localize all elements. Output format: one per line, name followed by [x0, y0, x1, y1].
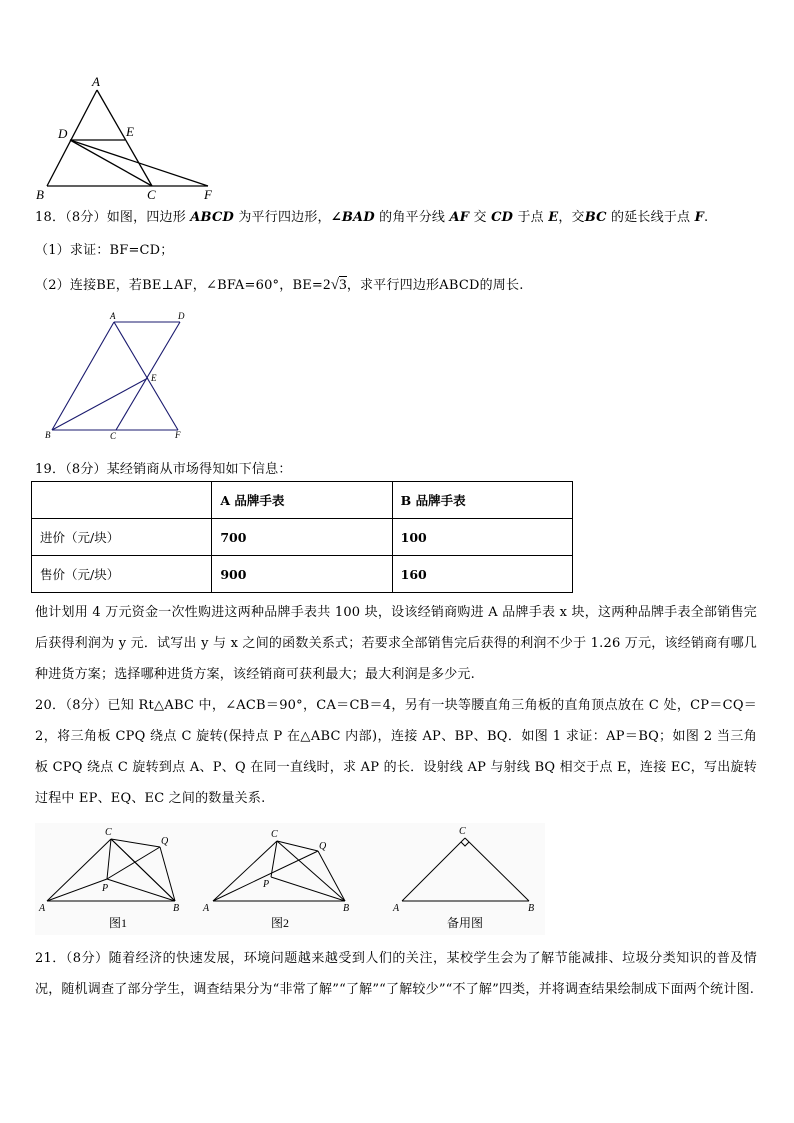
table-row — [32, 519, 573, 556]
fig3-label-b: B — [528, 903, 535, 914]
fig1-label-a: A — [39, 903, 46, 914]
segment-af — [114, 322, 178, 430]
price-table — [31, 481, 573, 593]
q21-number: 21．（8分） — [35, 951, 109, 966]
table-cell: 售价（元/块） — [32, 556, 212, 593]
fig2-label-a: A — [203, 903, 210, 914]
q18-number: 18．（8分） — [35, 210, 107, 225]
label-b: B — [45, 430, 51, 440]
label-e: E — [151, 373, 157, 383]
table-cell: 160 — [392, 556, 572, 593]
table-header-cell: A 品牌手表 — [212, 482, 392, 519]
table-header-cell: B 品牌手表 — [392, 482, 572, 519]
q18-text: 如图，四边形 — [106, 210, 186, 225]
fig2-label-c: C — [271, 829, 278, 840]
fig2-label-p: P — [263, 879, 270, 890]
label-c: C — [110, 431, 117, 441]
label-f: F — [204, 187, 212, 202]
fig1-label-q: Q — [161, 836, 169, 847]
segment-ac — [97, 90, 152, 186]
sqrt-coefficient: 2 — [323, 277, 331, 293]
q18-text: 于点 — [513, 210, 544, 225]
table-header-cell — [32, 482, 212, 519]
table-cell: 100 — [392, 519, 572, 556]
q18-part2 — [35, 274, 524, 294]
label-b: B — [36, 187, 44, 202]
segment-dc — [116, 322, 180, 430]
sqrt-symbol: √ — [330, 277, 340, 293]
sqrt-expression — [323, 276, 347, 293]
q18-text: 的延长线于点 — [606, 210, 691, 225]
label-c: C — [147, 187, 156, 202]
figure-q20 — [35, 823, 545, 935]
q19-intro — [35, 458, 292, 477]
q19-text: 他计划用 4 万元资金一次性购进这两种品牌手表共 100 块，设该经销商购进 A 品牌手表 x 块，这两种品牌手表全部销售完后获得利润为 y 元．试写出 y 与 x 之间的函数关系式；若要求全部销售完后获得的利润不少于 1.26 万元，该经销商有哪几种进货方案；选择哪种进货方案，该经销商可获利最大；最大利润是多少元. — [35, 605, 757, 682]
q20-number: 20．（8分） — [35, 698, 108, 713]
q21-text — [35, 943, 757, 1005]
table-row — [32, 556, 573, 593]
q18-text: 交 — [469, 210, 487, 225]
q18-var: ABCD — [190, 210, 235, 225]
figure-q18 — [40, 308, 200, 443]
table-cell: 700 — [212, 519, 392, 556]
fig2-label-b: B — [343, 903, 350, 914]
fig3-label-c: C — [459, 826, 466, 837]
fig2-label-q: Q — [319, 841, 327, 852]
q18-part1: （1）求证：BF=CD； — [35, 243, 174, 258]
figure-1-caption: 图1 — [109, 916, 128, 930]
fig1-label-c: C — [105, 827, 112, 838]
figure-q17 — [30, 72, 230, 202]
q18-var: AF — [449, 210, 470, 225]
table-cell: 900 — [212, 556, 392, 593]
fig1-label-p: P — [102, 883, 109, 894]
table-header-row — [32, 482, 573, 519]
q18-text: . — [704, 210, 709, 225]
fig1-label-b: B — [173, 903, 180, 914]
label-f: F — [175, 430, 181, 440]
segment-ab — [47, 90, 97, 186]
q20-text — [35, 690, 757, 814]
figure-2-caption: 图2 — [271, 916, 290, 930]
sqrt-radicand: 3 — [339, 277, 347, 293]
q18-var: CD — [491, 210, 514, 225]
figure-backup-caption: 备用图 — [447, 916, 484, 930]
q18-text: 为平行四边形， — [234, 210, 331, 225]
fig3-label-a: A — [393, 903, 400, 914]
q18-var: E — [548, 210, 559, 225]
q18-text: ，交 — [558, 210, 585, 225]
label-a: A — [110, 311, 116, 321]
q18-var: BC — [584, 210, 607, 225]
label-e: E — [126, 124, 134, 139]
q20-body: 已知 Rt△ABC 中，∠ACB＝90°，CA＝CB＝4，另有一块等腰直角三角板的直角顶点放在 C 处，CP＝CQ＝2，将三角板 CPQ 绕点 C 旋转(保持点 P 在△ABC 内部)，连接 AP、BP、BQ．如图 1 求证：AP＝BQ；如图 2 当三角板 CPQ 绕点 C 旋转到点 A、P、Q 在同一直线时，求 AP 的长．设射线 AP 与射线 BQ 相交于点 E，连接 EC，写出旋转过程中 EP、EQ、EC 之间的数量关系. — [35, 698, 757, 806]
q18-part2-text: ，求平行四边形ABCD的周长. — [346, 278, 524, 293]
q18-var: F — [694, 210, 705, 225]
q19-number: 19．（8分） — [35, 462, 107, 477]
label-a: A — [92, 74, 100, 89]
q18-part2-text: （2）连接BE，若BE⊥AF，∠BFA=60°，BE= — [35, 278, 323, 293]
q18-intro — [35, 206, 708, 225]
q21-body: 随着经济的快速发展，环境问题越来越受到人们的关注，某校学生会为了解节能减排、垃圾分类知识的普及情况，随机调查了部分学生，调查结果分为“非常了解”“了解”“了解较少”“不了解”四类，并将调查结果绘制成下面两个统计图. — [35, 951, 757, 997]
label-d: D — [178, 311, 185, 321]
q18-var: ∠BAD — [330, 210, 375, 225]
label-d: D — [58, 126, 68, 141]
table-cell: 进价（元/块） — [32, 519, 212, 556]
q18-text: 的角平分线 — [374, 210, 446, 225]
q19-intro-text: 某经销商从市场得知如下信息： — [106, 462, 292, 477]
